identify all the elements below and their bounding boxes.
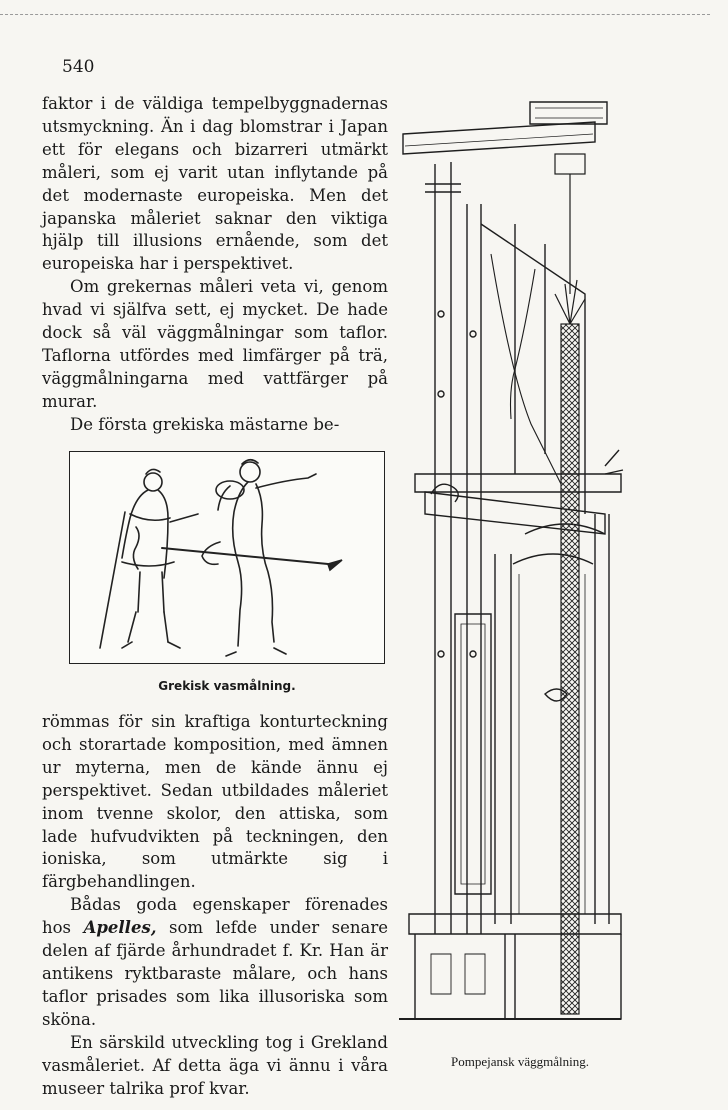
vase-caption: Grekisk vasmålning. — [158, 679, 296, 693]
text-column-bottom — [42, 711, 388, 1100]
left-figure-staff — [100, 512, 125, 648]
right-figure-arm — [256, 474, 316, 488]
vase-painting-illustration — [69, 451, 385, 664]
left-column — [435, 162, 451, 934]
name-apelles: Apelles, — [83, 918, 157, 938]
page-number: 540 — [62, 57, 95, 77]
pompeian-wall-painting-illustration — [395, 94, 625, 1024]
shield — [216, 481, 244, 499]
middle-ledge — [415, 474, 621, 492]
page-top-rule — [0, 14, 710, 15]
top-cornice — [530, 102, 607, 124]
spear — [162, 548, 328, 564]
left-figure-head — [144, 473, 162, 491]
paragraph-apelles — [42, 894, 388, 1031]
paragraph: Om grekernas måleri veta vi, genom hvad vi själfva sett, ej mycket. De hade dock så väl väggmålningar som taflor. Taflorna utfördes med limfärger på trä, väggmålningarna med vattfärger på murar. — [42, 277, 388, 411]
base-ledge — [409, 914, 621, 934]
text-run: som lefde under senare delen af fjärde århundradet f. Kr. Han är antikens ryktbaraste målare, och hans taflor prisades som lika illusoriska som sköna. — [42, 918, 388, 1029]
second-column — [467, 204, 481, 934]
text-column-top — [42, 93, 388, 437]
right-figure-body — [233, 482, 248, 646]
paragraph: En särskild utveckling tog i Grekland vasmåleriet. Af detta äga vi ännu i våra museer talrika prof kvar. — [42, 1032, 388, 1098]
paragraph: faktor i de väldiga tempelbyggnadernas utsmyckning. Än i dag blomstrar i Japan ett för elegans och bizarreri utmärkt måleri, som ej varit utan inflytande på det modernaste europeiska. Men det japanska måleriet saknar den viktiga hjälp till illusions ernående, som det europeiska har i perspektivet. — [42, 94, 388, 274]
central-column — [561, 324, 579, 1014]
vase-painting-figures — [70, 452, 383, 662]
column-plant-ornament — [555, 174, 585, 324]
text-run: Bådas goda egenskaper förenades hos — [42, 895, 388, 938]
paragraph: römmas för sin kraftiga konturteckning och storartade komposition, med ämnen ur myterna, men de kände ännu ej perspektivet. Sedan utbildades måleriet inom tvenne skolor, den attiska, som lade hufvudvikten på teckningen, den ioniska, som utmärkte sig i färgbehandlingen. — [42, 712, 388, 892]
paragraph: De första grekiska mästarne be- — [70, 414, 340, 434]
right-figure-head — [240, 462, 260, 482]
wall-caption: Pompejansk väggmålning. — [451, 1054, 589, 1069]
